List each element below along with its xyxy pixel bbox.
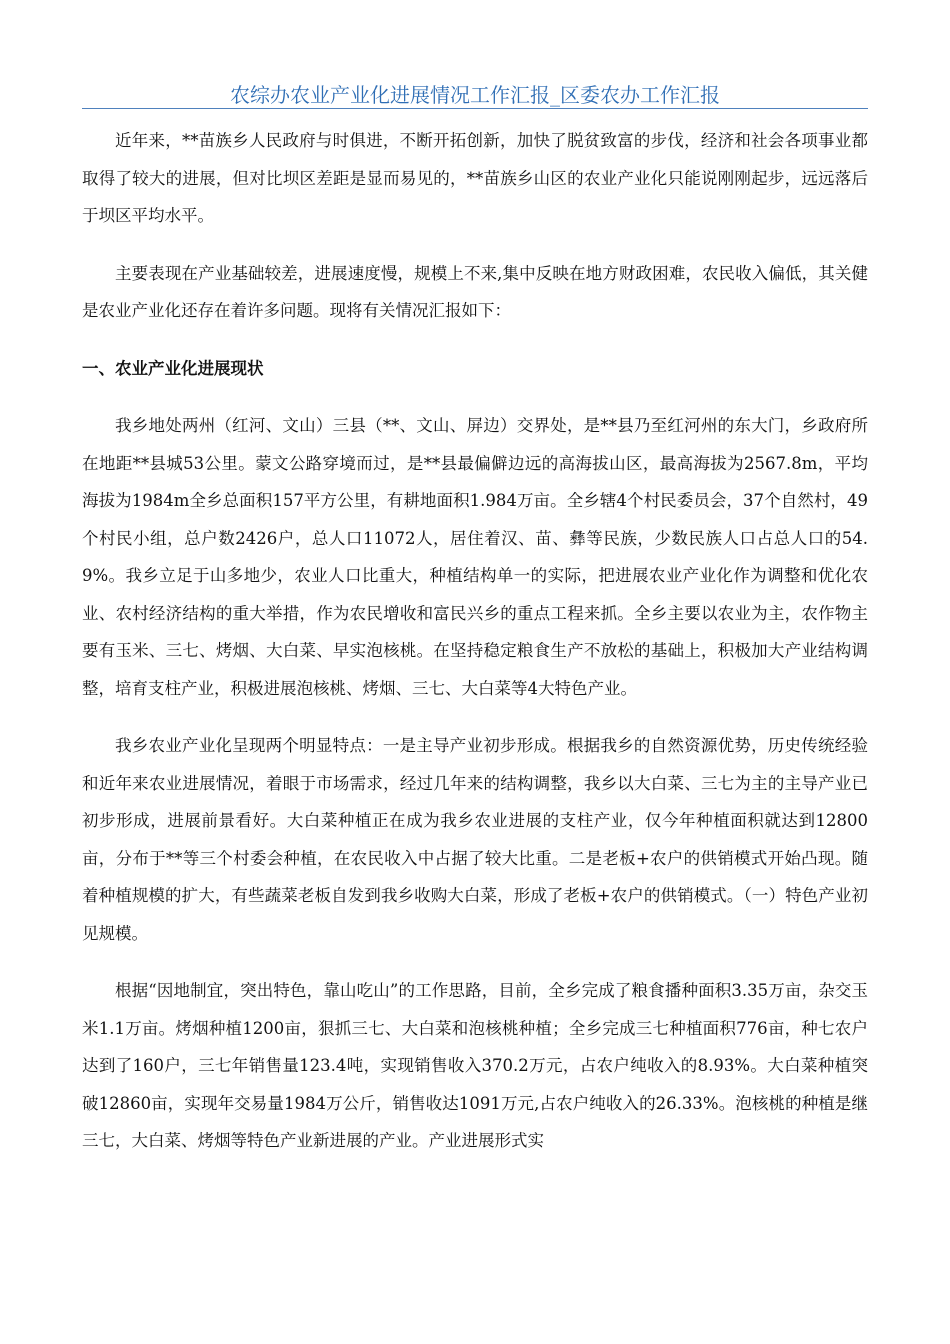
title-underline [82,108,868,109]
document-body [82,122,868,1180]
section-heading: 一、农业产业化进展现状 [82,358,264,378]
document-title: 农综办农业产业化进展情况工作汇报_区委农办工作汇报 [230,83,720,107]
intro-paragraph-1: 近年来，**苗族乡人民政府与时俱进，不断开拓创新，加快了脱贫致富的步伐，经济和社会各项事业都取得了较大的进展，但对比坝区差距是显而易见的，**苗族乡山区的农业产业化只能说刚刚起步，远远落后于坝区平均水平。 [82,131,868,225]
section-paragraph-2: 我乡农业产业化呈现两个明显特点：一是主导产业初步形成。根据我乡的自然资源优势，历史传统经验和近年来农业进展情况，着眼于市场需求，经过几年来的结构调整，我乡以大白菜、三七为主的主导产业已初步形成，进展前景看好。大白菜种植正在成为我乡农业进展的支柱产业，仅今年种植面积就达到12800亩，分布于**等三个村委会种植，在农民收入中占据了较大比重。二是老板+农户的供销模式开始凸现。随着种植规模的扩大，有些蔬菜老板自发到我乡收购大白菜，形成了老板+农户的供销模式。（一）特色产业初见规模。 [82,736,868,943]
section-paragraph-1: 我乡地处两州（红河、文山）三县（**、文山、屏边）交界处，是**县乃至红河州的东大门，乡政府所在地距**县城53公里。蒙文公路穿境而过，是**县最偏僻边远的高海拔山区，最高海拔为2567.8m，平均海拔为1984m全乡总面积157平方公里，有耕地面积1.984万亩。全乡辖4个村民委员会，37个自然村，49个村民小组，总户数2426户，总人口11072人，居住着汉、苗、彝等民族，少数民族人口占总人口的54.9%。我乡立足于山多地少，农业人口比重大，种植结构单一的实际，把进展农业产业化作为调整和优化农业、农村经济结构的重大举措，作为农民增收和富民兴乡的重点工程来抓。全乡主要以农业为主，农作物主要有玉米、三七、烤烟、大白菜、早实泡核桃。在坚持稳定粮食生产不放松的基础上，积极加大产业结构调整，培育支柱产业，积极进展泡核桃、烤烟、三七、大白菜等4大特色产业。 [82,416,868,698]
section-paragraph-3: 根据“因地制宜，突出特色，靠山吃山”的工作思路，目前，全乡完成了粮食播种面积3.35万亩，杂交玉米1.1万亩。烤烟种植1200亩，狠抓三七、大白菜和泡核桃种植；全乡完成三七种植面积776亩，种七农户达到了160户，三七年销售量123.4吨，实现销售收入370.2万元，占农户纯收入的8.93%。大白菜种植突破12860亩，实现年交易量1984万公斤，销售收达1091万元,占农户纯收入的26.33%。泡核桃的种植是继三七，大白菜、烤烟等特色产业新进展的产业。产业进展形式实 [82,981,868,1150]
intro-paragraph-2: 主要表现在产业基础较差，进展速度慢，规模上不来,集中反映在地方财政困难，农民收入偏低，其关健是农业产业化还存在着许多问题。现将有关情况汇报如下： [82,263,868,320]
